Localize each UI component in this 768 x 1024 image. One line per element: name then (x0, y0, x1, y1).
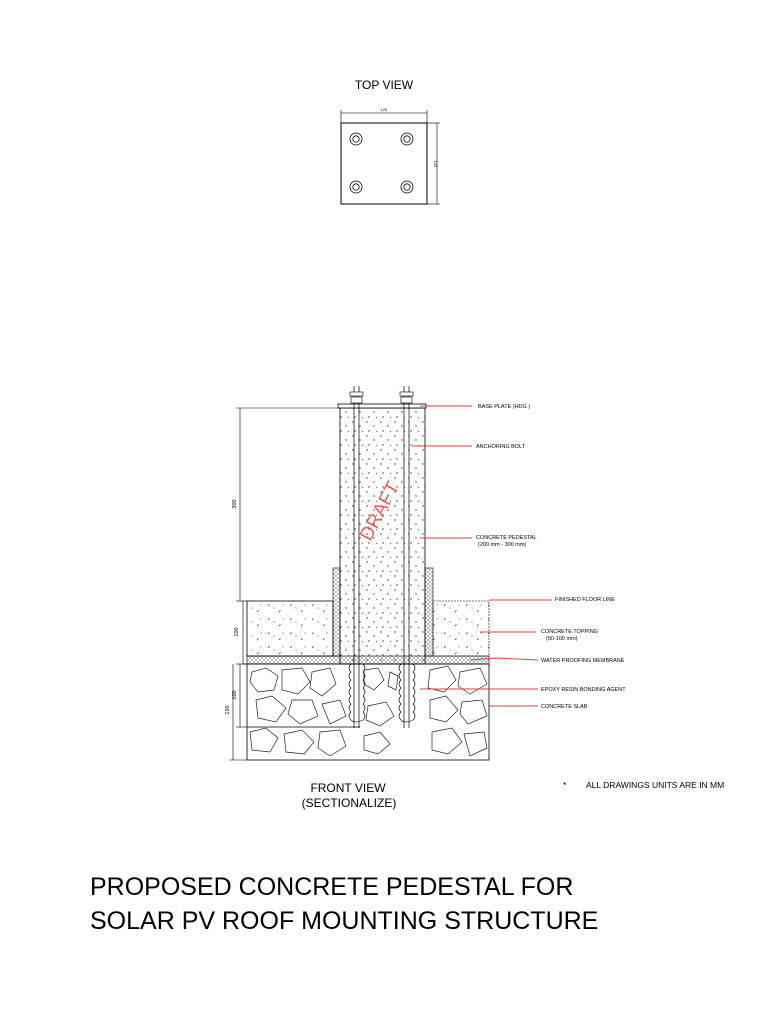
callout-membrane: WATER PROOFING MEMBRANE (541, 658, 625, 664)
base-plate (338, 404, 426, 408)
epoxy-strip-left (333, 568, 340, 656)
bolt-hole (350, 133, 362, 145)
dim-slab-height-2: 150 (225, 705, 231, 715)
title-line-2: SOLAR PV ROOF MOUNTING STRUCTURE (90, 907, 599, 935)
note-text: ALL DRAWINGS UNITS ARE IN MM (586, 780, 725, 790)
draft-watermark: DRAFT (356, 478, 405, 545)
bolt-hole (350, 181, 362, 193)
base-plate-outline (341, 123, 427, 204)
callout-topping: CONCRETE TOPPING (541, 629, 598, 635)
top-view-height-label: 125 (433, 160, 438, 168)
concrete-slab (247, 664, 489, 760)
front-view-title: FRONT VIEW (310, 781, 386, 795)
callout-pedestal-range: (200 mm - 300 mm) (478, 542, 527, 548)
callout-base-plate: BASE PLATE (HDG ) (478, 404, 531, 410)
bolt-hole (401, 133, 413, 145)
top-view-height-dimension (427, 123, 440, 204)
top-view-width-label: 125 (380, 107, 388, 112)
front-view-subtitle: (SECTIONALIZE) (301, 796, 397, 810)
callout-floor-line: FINISHED FLOOR LINE (555, 597, 615, 603)
dim-topping-height: 100 (234, 627, 240, 637)
top-view (341, 78, 440, 204)
title-line-1: PROPOSED CONCRETE PEDESTAL FOR (90, 873, 574, 901)
units-note (563, 780, 724, 790)
callout-epoxy: EPOXY RESIN BONDING AGENT (541, 687, 626, 693)
epoxy-strip-right (425, 568, 433, 656)
top-view-title: TOP VIEW (354, 78, 414, 92)
callout-anchoring-bolt: ANCHORING BOLT (476, 444, 526, 450)
dim-slab-height-1: 100 (232, 690, 238, 700)
bolt-hole (401, 181, 413, 193)
top-view-width-dimension (341, 107, 427, 123)
callout-slab: CONCRETE SLAB (541, 704, 588, 710)
drawing-title (90, 873, 598, 935)
callout-topping-range: (50-100 mm) (546, 636, 578, 642)
front-view (225, 386, 626, 810)
callout-pedestal: CONCRETE PEDESTAL (476, 535, 537, 541)
note-marker: * (563, 780, 567, 790)
dim-pedestal-height: 300 (232, 499, 238, 509)
